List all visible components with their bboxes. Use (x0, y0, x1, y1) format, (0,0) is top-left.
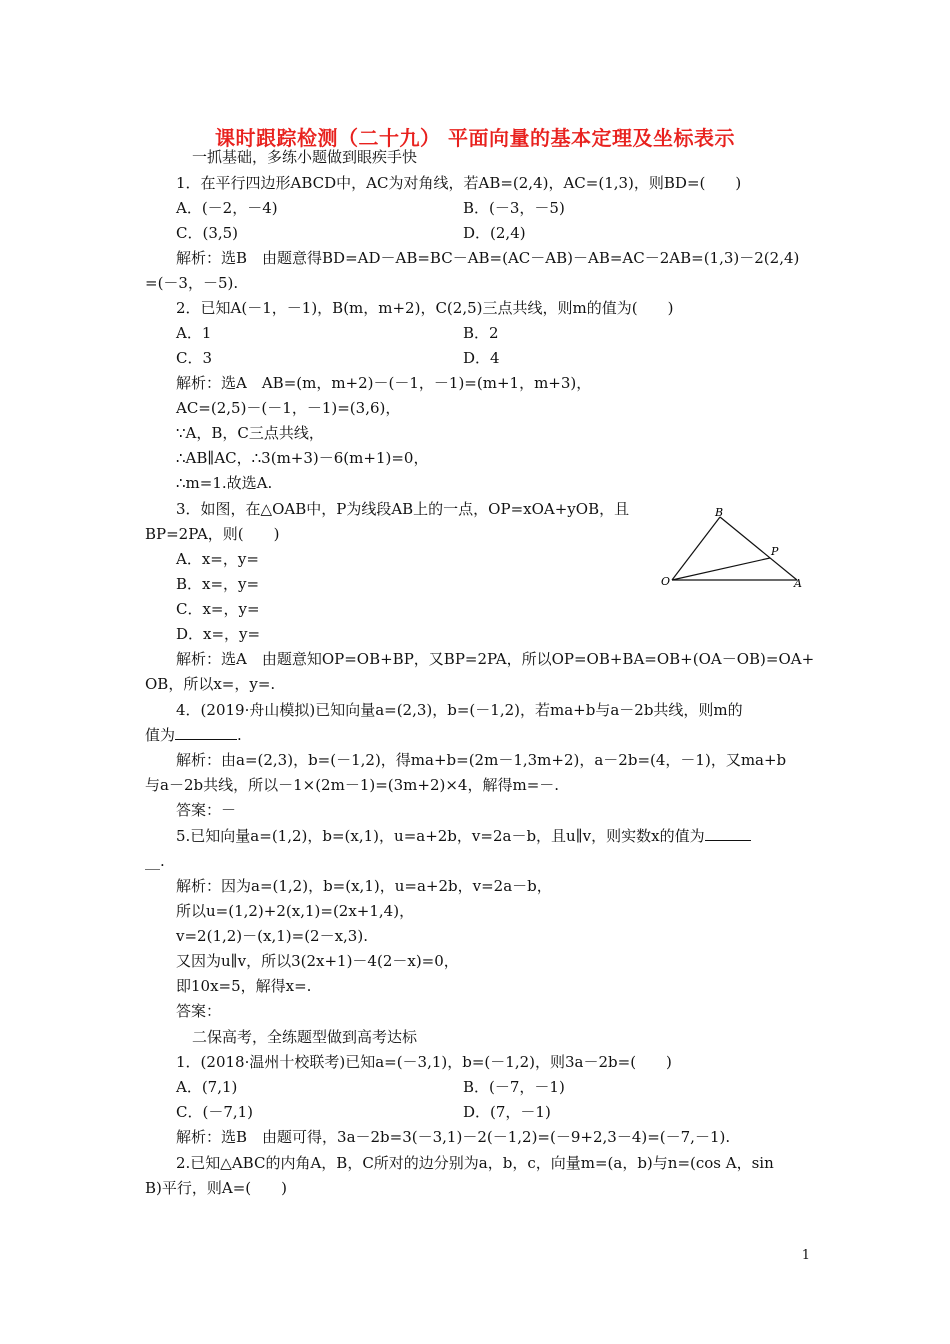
section-heading-2: 二保高考，全练题型做到高考达标 (192, 1028, 418, 1046)
q3-solution-line-2: OB，所以x=，y=. (145, 675, 276, 693)
q3-option-c: C．x=，y= (176, 600, 260, 618)
q5-solution-line-5: 即10x=5，解得x=. (176, 977, 312, 995)
q2-solution-line-1: 解析：选A AB=(m，m+2)－(－1，－1)=(m+1，m+3)， (176, 374, 592, 392)
r1-option-c: C．(－7,1) (176, 1103, 254, 1121)
segment-ba (720, 517, 797, 580)
question-4: 4．(2019·舟山模拟)已知向量a=(2,3)，b=(－1,2)，若ma+b与a－2b共线，则m的 (176, 701, 743, 719)
question-r2: 2.已知△ABC的内角A，B，C所对的边分别为a，b，c，向量m=(a，b)与n=(cos A，sin (176, 1154, 774, 1172)
question-5-cont: __. (145, 852, 165, 870)
question-3: 3．如图，在△OAB中，P为线段AB上的一点，OP=xOA+yOB，且 (176, 500, 630, 518)
page-title: 课时跟踪检测（二十九） 平面向量的基本定理及坐标表示 (215, 126, 735, 150)
answer-blank (175, 725, 237, 740)
q5-answer: 答案： (176, 1002, 222, 1020)
q3-solution-line-1: 解析：选A 由题意知OP=OB+BP，又BP=2PA，所以OP=OB+BA=OB+(OA－OB)=OA+ (176, 650, 815, 668)
q1-solution-line-2: =(－3，－5). (145, 274, 239, 292)
q3-option-d: D．x=，y= (176, 625, 261, 643)
answer-blank (705, 826, 751, 841)
label-p: P (771, 545, 779, 558)
q3-option-b: B．x=，y= (176, 575, 260, 593)
q1-option-a: A．(－2，－4) (176, 199, 278, 217)
r1-solution: 解析：选B 由题可得，3a－2b=3(－3,1)－2(－1,2)=(－9+2,3－4)=(－7,－1). (176, 1128, 731, 1146)
q2-solution-line-3: ∵A，B，C三点共线， (176, 424, 324, 442)
q5-solution-line-2: 所以u=(1,2)+2(x,1)=(2x+1,4)， (176, 902, 415, 920)
r1-option-a: A．(7,1) (176, 1078, 238, 1096)
q4-answer: 答案：－ (176, 801, 237, 819)
q2-solution-line-4: ∴AB∥AC，∴3(m+3)－6(m+1)=0， (176, 449, 429, 467)
r1-option-b: B．(－7，－1) (463, 1078, 565, 1096)
r1-option-d: D．(7，－1) (463, 1103, 551, 1121)
question-3-cont: BP=2PA，则( ) (145, 525, 280, 543)
q2-option-a: A．1 (176, 324, 212, 342)
q2-option-c: C．3 (176, 349, 213, 367)
q1-option-b: B．(－3，－5) (463, 199, 565, 217)
q4-solution-line-1: 解析：由a=(2,3)，b=(－1,2)，得ma+b=(2m－1,3m+2)，a－2b=(4，－1)，又ma+b (176, 751, 787, 769)
q1-option-c: C．(3,5) (176, 224, 239, 242)
q2-option-d: D．4 (463, 349, 500, 367)
triangle-oab-figure (660, 505, 810, 600)
page-number: 1 (801, 1248, 810, 1263)
q2-solution-line-2: AC=(2,5)－(－1，－1)=(3,6)， (176, 399, 401, 417)
question-r2-cont: B)平行，则A=( ) (145, 1179, 287, 1197)
question-r1: 1．(2018·温州十校联考)已知a=(－3,1)，b=(－1,2)，则3a－2b=( ) (176, 1053, 672, 1071)
q3-option-a: A．x=，y= (176, 550, 259, 568)
q5-solution-line-1: 解析：因为a=(1,2)，b=(x,1)，u=a+2b，v=2a－b， (176, 877, 552, 895)
question-5: 5.已知向量a=(1,2)，b=(x,1)，u=a+2b，v=2a－b，且u∥v，则实数x的值为 (176, 826, 751, 846)
q1-solution-line-1: 解析：选B 由题意得BD=AD－AB=BC－AB=(AC－AB)－AB=AC－2AB=(1,3)－2(2,4) (176, 249, 800, 267)
q1-option-d: D．(2,4) (463, 224, 526, 242)
label-o: O (661, 575, 671, 588)
section-heading-1: 一抓基础，多练小题做到眼疾手快 (192, 148, 418, 166)
question-2: 2．已知A(－1，－1)，B(m，m+2)，C(2,5)三点共线，则m的值为( ) (176, 299, 674, 317)
question-1: 1．在平行四边形ABCD中，AC为对角线，若AB=(2,4)，AC=(1,3)，则BD=( ) (176, 174, 742, 192)
q2-option-b: B．2 (463, 324, 499, 342)
q5-solution-line-3: v=2(1,2)－(x,1)=(2－x,3). (176, 927, 368, 945)
q2-solution-line-5: ∴m=1.故选A. (176, 474, 273, 492)
question-4-cont: 值为 . (145, 726, 242, 744)
q4-solution-line-2: 与a－2b共线，所以－1×(2m－1)=(3m+2)×4，解得m=－. (145, 776, 560, 794)
label-a: A (794, 577, 802, 590)
q5-solution-line-4: 又因为u∥v，所以3(2x+1)－4(2－x)=0， (176, 952, 459, 970)
label-b: B (715, 506, 724, 519)
